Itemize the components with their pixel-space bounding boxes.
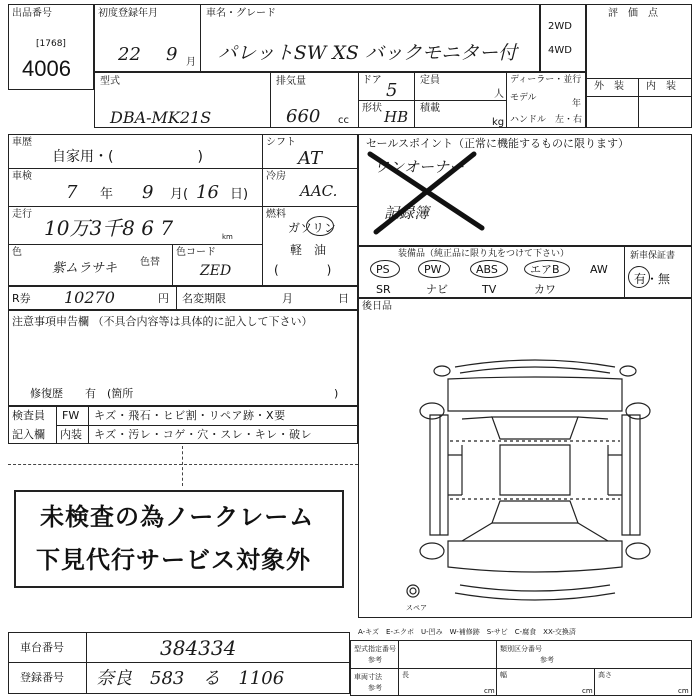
inspect-month: 9	[142, 182, 154, 203]
newcar-circle-mark	[628, 266, 650, 288]
equip-label: 装備品（純正品に限り丸をつけて下さい）	[398, 249, 570, 259]
exhibit-label: 型式指定番号	[354, 645, 396, 653]
spare-label: スペア	[406, 604, 427, 612]
ac-value: AAC.	[300, 182, 338, 200]
notes-label: 注意事項申告欄 （不具合内容等は具体的に記入して下さい）	[12, 315, 313, 328]
name-label: 車名・グレード	[206, 8, 276, 19]
fuel-gas: ガソリン	[288, 221, 337, 235]
hgt-label: 高さ	[598, 671, 612, 679]
first-reg-year: 22	[118, 44, 141, 65]
dim-label: 車両寸法	[354, 673, 382, 681]
fuel-diesel: 軽 油	[290, 243, 327, 257]
color-label: 色	[12, 247, 22, 258]
inspect-day: 16	[196, 182, 219, 203]
cap-label: 定員	[420, 75, 440, 86]
color-code-label: 色コード	[176, 247, 216, 258]
inspector-label: 検査員	[12, 409, 45, 422]
inspect-label: 車検	[12, 171, 32, 182]
shift-value: AT	[298, 148, 323, 169]
drive-4wd: 4WD	[548, 45, 572, 56]
mileage-value: 10万3千8 6 7	[44, 216, 174, 240]
drive-2wd: 2WD	[548, 21, 572, 32]
lot-label: 出品番号	[12, 8, 52, 19]
repair-label: 修復歴 有 (箇所	[30, 387, 134, 400]
ext-label: 外 装	[594, 81, 624, 92]
mileage-unit: km	[222, 233, 233, 241]
first-reg-label: 初度登録年月	[98, 8, 158, 19]
lot-small: [1768]	[36, 39, 66, 49]
chassis-value: 384334	[160, 636, 237, 660]
fuel-label: 燃料	[266, 209, 286, 220]
mileage-label: 走行	[12, 209, 32, 220]
model-value: DBA-MK21S	[110, 108, 212, 127]
first-reg-month: 9	[166, 44, 178, 65]
recycle-label: R券	[12, 292, 31, 305]
equip-airbag: エアB	[530, 263, 560, 276]
name-value: パレットSW XS バックモニター付	[218, 42, 517, 64]
entry-label: 記入欄	[12, 428, 45, 441]
hgt-unit: cm	[678, 687, 689, 695]
equip-navi: ナビ	[426, 283, 448, 296]
sales-line2: 記録簿	[384, 204, 430, 222]
exhibit-sub: 参考	[368, 656, 382, 664]
disp-unit: cc	[338, 115, 349, 126]
sales-label: セールスポイント（正常に機能するものに限ります）	[366, 137, 630, 150]
grade-label: 評 価 点	[608, 8, 658, 19]
notice-line2: 下見代行サービス対象外	[36, 546, 311, 574]
history-label: 車歴	[12, 137, 32, 148]
recycle-value: 10270	[64, 288, 115, 307]
wid-unit: cm	[582, 687, 593, 695]
int2-label: 内装	[60, 428, 82, 441]
handle-label: ハンドル 左・右	[510, 115, 583, 125]
color-change-label: 色替	[140, 257, 160, 268]
notice-line1: 未検査の為ノークレーム	[40, 503, 315, 531]
newcar-value: 有・無	[634, 272, 671, 286]
shape-value: HB	[384, 108, 409, 126]
equip-ps: PS	[376, 263, 390, 276]
len-label: 長	[402, 671, 409, 679]
equip-leather: カワ	[534, 283, 556, 296]
cross-out-mark	[362, 148, 492, 238]
inspect-year: 7	[66, 182, 78, 203]
fw-text: キズ・飛石・ヒビ割・リペア跡・X要	[94, 409, 286, 422]
pw-circle-mark	[418, 260, 450, 278]
load-unit: kg	[492, 117, 505, 128]
grade-box	[586, 4, 692, 128]
cap-unit: 人	[494, 89, 504, 100]
inspect-year-unit: 年	[100, 187, 114, 202]
door-value: 5	[386, 80, 398, 101]
ac-label: 冷房	[266, 171, 286, 182]
fuel-gas-circle-mark	[306, 216, 334, 236]
rename-label: 名変期限	[182, 292, 226, 305]
equip-sr: SR	[376, 283, 391, 296]
wid-label: 幅	[500, 671, 507, 679]
load-label: 積載	[420, 103, 440, 114]
history-value: 自家用・( )	[52, 149, 203, 165]
shape-label: 形状	[362, 103, 382, 114]
model-year-unit: 年	[572, 99, 582, 109]
len-unit: cm	[484, 687, 495, 695]
fw-label: FW	[62, 409, 80, 422]
model-label: 型式	[100, 76, 120, 87]
equip-pw: PW	[424, 263, 442, 276]
airbag-circle-mark	[524, 260, 570, 278]
class-sub: 参考	[540, 656, 554, 664]
inspect-month-unit: 月(	[170, 187, 189, 202]
disp-label: 排気量	[276, 76, 306, 87]
dealer-label: ディーラー・並行	[510, 75, 582, 85]
regno-label: 登録番号	[20, 671, 64, 684]
ps-circle-mark	[370, 260, 400, 278]
car-damage-diagram	[400, 345, 670, 615]
dim-sub: 参考	[368, 684, 382, 692]
rename-month: 月	[282, 292, 293, 305]
int2-text: キズ・汚レ・コゲ・穴・スレ・キレ・破レ	[94, 428, 313, 441]
model-year-label: モデル	[510, 93, 537, 103]
disp-value: 660	[286, 106, 321, 127]
sales-line1: ワンオーナー	[374, 158, 465, 176]
chassis-label: 車台番号	[20, 641, 64, 654]
drive-box	[540, 4, 586, 72]
fuel-paren: ( )	[274, 263, 332, 277]
postfit-label: 後日品	[362, 301, 392, 312]
equip-aw: AW	[590, 263, 608, 276]
class-label: 類別区分番号	[500, 645, 542, 653]
inspect-day-unit: 日)	[230, 187, 249, 202]
regno-value: 奈良 583 る 1106	[96, 668, 285, 689]
repair-close: )	[334, 387, 339, 400]
color-value: 紫ムラサキ	[52, 261, 118, 276]
abs-circle-mark	[470, 260, 508, 278]
equip-tv: TV	[482, 283, 497, 296]
color-code-value: ZED	[200, 263, 232, 279]
month-unit: 月	[186, 57, 196, 68]
yen-unit: 円	[158, 292, 169, 305]
door-label: ドア	[362, 75, 382, 86]
newcar-label: 新車保証書	[630, 251, 676, 261]
shift-label: シフト	[266, 137, 296, 148]
int-label: 内 装	[646, 81, 676, 92]
rename-day: 日	[338, 292, 349, 305]
equip-abs: ABS	[476, 263, 498, 276]
damage-legend: A-キズ E-エクボ U-凹み W-補修跡 S-サビ C-腐食 XX-交換済	[358, 628, 576, 636]
lot-number: 4006	[22, 56, 71, 81]
